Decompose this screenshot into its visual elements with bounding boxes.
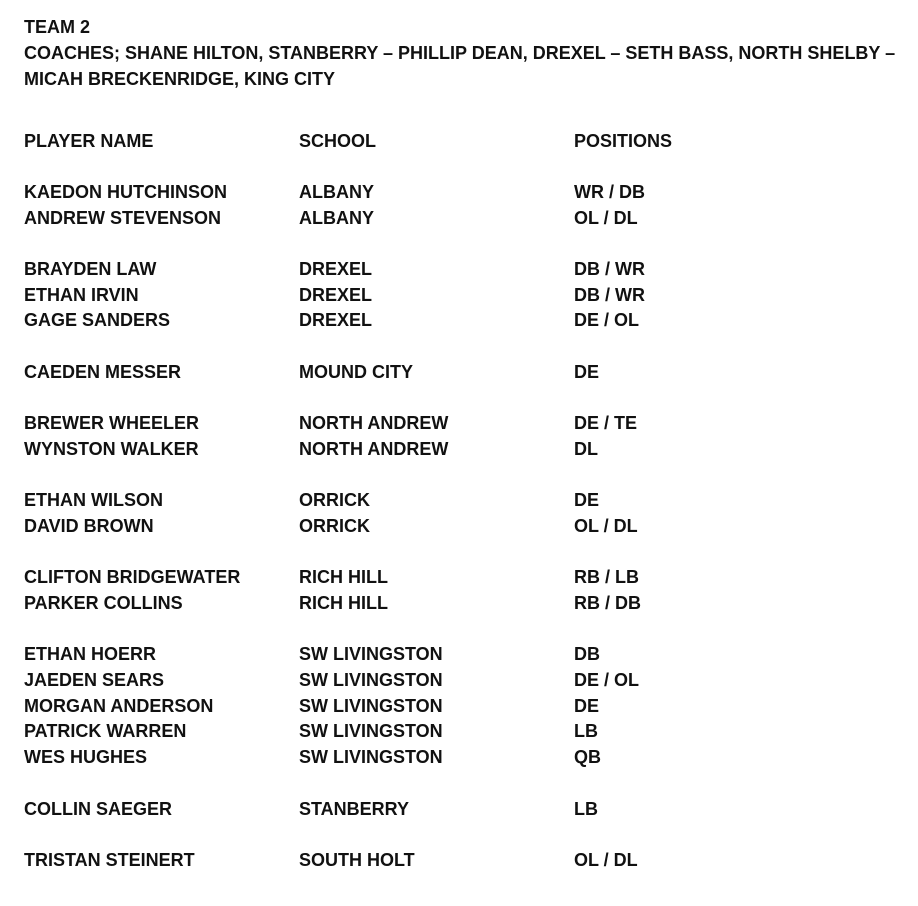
group-spacer: [24, 822, 904, 848]
player-school: DREXEL: [299, 259, 373, 280]
roster-list: [24, 180, 904, 874]
player-positions: DE: [574, 490, 600, 511]
group-spacer: [24, 463, 904, 489]
player-positions: DE / OL: [574, 310, 640, 331]
player-school: DREXEL: [299, 310, 373, 331]
player-row: [24, 668, 904, 694]
header-player-name: PLAYER NAME: [24, 131, 154, 151]
player-school: RICH HILL: [299, 593, 388, 613]
player-name: ANDREW STEVENSON: [24, 207, 222, 228]
player-row: [24, 591, 904, 617]
player-school: ORRICK: [299, 515, 370, 536]
header-school: SCHOOL: [299, 131, 377, 151]
player-positions: WR / DB: [574, 182, 645, 202]
player-name: ETHAN IRVIN: [24, 284, 139, 305]
player-school: SW LIVINGSTON: [299, 670, 443, 691]
player-school: DREXEL: [299, 284, 373, 305]
player-positions: QB: [574, 747, 601, 768]
player-school: SW LIVINGSTON: [299, 747, 443, 768]
player-row: [24, 411, 904, 437]
player-row: [24, 206, 904, 232]
document-header: [24, 14, 904, 92]
player-school: STANBERRY: [299, 798, 410, 819]
player-positions: OL / DL: [574, 207, 638, 228]
player-name: PATRICK WARREN: [24, 721, 187, 742]
player-row: [24, 488, 904, 514]
player-name: CLIFTON BRIDGEWATER: [24, 567, 241, 588]
player-positions: DE: [574, 695, 600, 716]
player-positions: RB / LB: [574, 567, 639, 588]
player-row: [24, 514, 904, 540]
player-row: [24, 745, 904, 771]
player-positions: DE / OL: [574, 670, 640, 691]
column-headers: [24, 128, 904, 154]
player-positions: DE / TE: [574, 413, 638, 434]
player-positions: LB: [574, 721, 598, 742]
player-row: [24, 797, 904, 823]
player-positions: RB / DB: [574, 593, 641, 613]
player-school: SOUTH HOLT: [299, 849, 415, 870]
player-positions: DE: [574, 361, 600, 382]
group-spacer: [24, 771, 904, 797]
player-name: WES HUGHES: [24, 747, 148, 768]
player-name: CAEDEN MESSER: [24, 361, 182, 382]
player-row: [24, 565, 904, 591]
player-school: SW LIVINGSTON: [299, 721, 443, 742]
team-title: TEAM 2: [24, 17, 91, 37]
player-positions: LB: [574, 798, 598, 819]
group-spacer: [24, 617, 904, 643]
player-school: ALBANY: [299, 207, 374, 228]
player-positions: OL / DL: [574, 849, 638, 870]
player-name: MORGAN ANDERSON: [24, 695, 214, 716]
player-row: [24, 308, 904, 334]
player-school: MOUND CITY: [299, 361, 413, 382]
player-name: PARKER COLLINS: [24, 593, 183, 613]
player-row: [24, 437, 904, 463]
player-row: [24, 180, 904, 206]
player-positions: DL: [574, 438, 598, 459]
player-name: GAGE SANDERS: [24, 310, 171, 331]
group-spacer: [24, 540, 904, 566]
group-spacer: [24, 231, 904, 257]
player-name: BREWER WHEELER: [24, 413, 199, 434]
player-row: [24, 848, 904, 874]
player-school: ALBANY: [299, 182, 374, 202]
player-school: NORTH ANDREW: [299, 413, 449, 434]
player-name: ETHAN HOERR: [24, 644, 157, 665]
player-school: SW LIVINGSTON: [299, 695, 443, 716]
group-spacer: [24, 386, 904, 412]
player-name: TRISTAN STEINERT: [24, 849, 195, 870]
player-school: NORTH ANDREW: [299, 438, 449, 459]
player-school: ORRICK: [299, 490, 370, 511]
player-positions: DB: [574, 644, 600, 665]
player-name: JAEDEN SEARS: [24, 670, 165, 691]
player-row: [24, 694, 904, 720]
player-name: KAEDON HUTCHINSON: [24, 182, 228, 202]
player-positions: DB / WR: [574, 259, 645, 280]
header-positions: POSITIONS: [574, 131, 673, 151]
player-row: [24, 719, 904, 745]
coaches-line: COACHES; SHANE HILTON, STANBERRY – PHILLIP DEAN, DREXEL – SETH BASS, NORTH SHELBY – MICAH BRECKENRIDGE, KING CITY: [24, 43, 896, 89]
player-row: [24, 257, 904, 283]
player-name: COLLIN SAEGER: [24, 798, 173, 819]
player-positions: DB / WR: [574, 284, 645, 305]
player-name: DAVID BROWN: [24, 515, 154, 536]
player-name: WYNSTON WALKER: [24, 438, 199, 459]
player-positions: OL / DL: [574, 515, 638, 536]
player-school: SW LIVINGSTON: [299, 644, 443, 665]
player-row: [24, 283, 904, 309]
player-name: ETHAN WILSON: [24, 490, 163, 511]
player-name: BRAYDEN LAW: [24, 259, 157, 280]
group-spacer: [24, 334, 904, 360]
player-row: [24, 642, 904, 668]
player-school: RICH HILL: [299, 567, 388, 588]
player-row: [24, 360, 904, 386]
